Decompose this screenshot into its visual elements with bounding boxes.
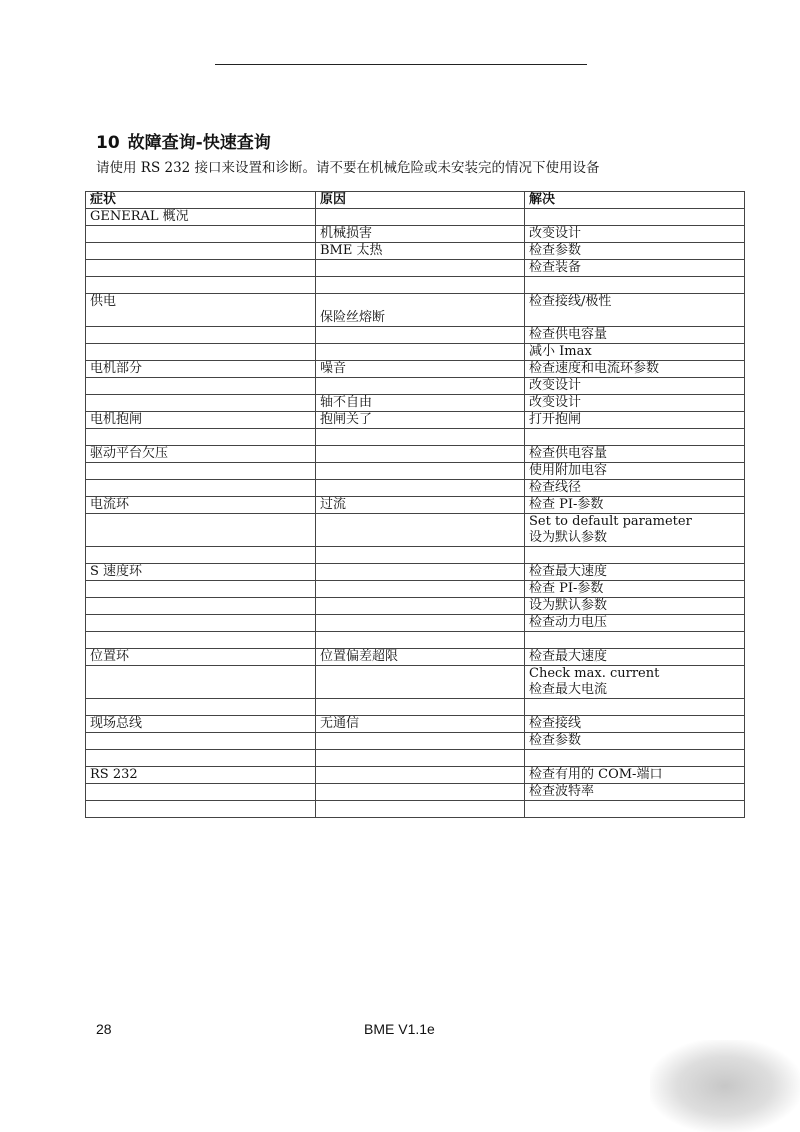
cause-cell bbox=[316, 446, 525, 463]
cause-cell bbox=[316, 429, 525, 446]
cause-cell bbox=[316, 564, 525, 581]
header-symptom: 症状 bbox=[86, 192, 316, 209]
cause-cell bbox=[316, 209, 525, 226]
symptom-cell bbox=[86, 784, 316, 801]
symptom-cell bbox=[86, 480, 316, 497]
solution-cell: Set to default parameter 设为默认参数 bbox=[525, 514, 745, 547]
symptom-cell bbox=[86, 277, 316, 294]
solution-cell: 检查波特率 bbox=[525, 784, 745, 801]
symptom-cell: 驱动平台欠压 bbox=[86, 446, 316, 463]
symptom-cell bbox=[86, 666, 316, 699]
solution-cell: 检查参数 bbox=[525, 243, 745, 260]
symptom-cell bbox=[86, 327, 316, 344]
symptom-cell bbox=[86, 733, 316, 750]
symptom-cell bbox=[86, 632, 316, 649]
section-number: 10 bbox=[96, 133, 120, 153]
solution-cell: 检查速度和电流环参数 bbox=[525, 361, 745, 378]
symptom-cell bbox=[86, 750, 316, 767]
cause-cell bbox=[316, 514, 525, 547]
cause-cell bbox=[316, 480, 525, 497]
cause-cell: 位置偏差超限 bbox=[316, 649, 525, 666]
solution-cell: 检查 PI-参数 bbox=[525, 581, 745, 598]
symptom-cell: 电机抱闸 bbox=[86, 412, 316, 429]
table-row bbox=[86, 547, 745, 564]
symptom-cell bbox=[86, 801, 316, 818]
table-row bbox=[86, 615, 745, 632]
cause-cell bbox=[316, 581, 525, 598]
cause-cell bbox=[316, 767, 525, 784]
solution-cell: 减小 Imax bbox=[525, 344, 745, 361]
table-header-row bbox=[86, 192, 745, 209]
solution-cell bbox=[525, 277, 745, 294]
symptom-cell: 电机部分 bbox=[86, 361, 316, 378]
symptom-cell bbox=[86, 699, 316, 716]
symptom-cell bbox=[86, 429, 316, 446]
section-subtitle: 请使用 RS 232 接口来设置和诊断。请不要在机械危险或未安装完的情况下使用设备 bbox=[96, 160, 600, 176]
cause-cell bbox=[316, 260, 525, 277]
table-row bbox=[86, 226, 745, 243]
table-row bbox=[86, 446, 745, 463]
header-rule bbox=[215, 64, 587, 65]
symptom-cell bbox=[86, 615, 316, 632]
table-row bbox=[86, 412, 745, 429]
symptom-cell: GENERAL 概况 bbox=[86, 209, 316, 226]
table-row bbox=[86, 581, 745, 598]
table-row bbox=[86, 699, 745, 716]
solution-cell: 检查接线/极性 bbox=[525, 294, 745, 327]
solution-cell: 检查供电容量 bbox=[525, 327, 745, 344]
table-row bbox=[86, 243, 745, 260]
solution-cell: 检查最大速度 bbox=[525, 649, 745, 666]
symptom-cell: 供电 bbox=[86, 294, 316, 327]
table-row bbox=[86, 294, 745, 327]
cause-cell: 噪音 bbox=[316, 361, 525, 378]
table-row bbox=[86, 344, 745, 361]
cause-cell bbox=[316, 615, 525, 632]
symptom-cell: S 速度环 bbox=[86, 564, 316, 581]
symptom-cell bbox=[86, 395, 316, 412]
solution-cell bbox=[525, 429, 745, 446]
table-row bbox=[86, 733, 745, 750]
cause-cell: BME 太热 bbox=[316, 243, 525, 260]
solution-cell bbox=[525, 209, 745, 226]
symptom-cell bbox=[86, 260, 316, 277]
table-row bbox=[86, 649, 745, 666]
symptom-cell: 现场总线 bbox=[86, 716, 316, 733]
document-version: BME V1.1e bbox=[364, 1021, 435, 1037]
cause-cell: 机械损害 bbox=[316, 226, 525, 243]
symptom-cell: RS 232 bbox=[86, 767, 316, 784]
symptom-cell: 电流环 bbox=[86, 497, 316, 514]
solution-cell: 检查线径 bbox=[525, 480, 745, 497]
symptom-cell bbox=[86, 378, 316, 395]
cause-cell bbox=[316, 463, 525, 480]
header-solution: 解决 bbox=[525, 192, 745, 209]
solution-cell bbox=[525, 750, 745, 767]
table-row bbox=[86, 327, 745, 344]
solution-cell: 改变设计 bbox=[525, 378, 745, 395]
section-heading bbox=[96, 128, 271, 153]
solution-cell: 检查最大速度 bbox=[525, 564, 745, 581]
table-row bbox=[86, 378, 745, 395]
table-row bbox=[86, 395, 745, 412]
table-row bbox=[86, 209, 745, 226]
solution-cell: 使用附加电容 bbox=[525, 463, 745, 480]
solution-cell bbox=[525, 547, 745, 564]
cause-cell bbox=[316, 277, 525, 294]
symptom-cell bbox=[86, 547, 316, 564]
solution-cell bbox=[525, 699, 745, 716]
solution-cell: 检查有用的 COM-端口 bbox=[525, 767, 745, 784]
symptom-cell: 位置环 bbox=[86, 649, 316, 666]
table-row bbox=[86, 598, 745, 615]
symptom-cell bbox=[86, 598, 316, 615]
solution-cell: 检查接线 bbox=[525, 716, 745, 733]
cause-cell bbox=[316, 666, 525, 699]
watermark-blur bbox=[650, 1040, 800, 1132]
table-row bbox=[86, 632, 745, 649]
table-row bbox=[86, 361, 745, 378]
solution-cell: 检查动力电压 bbox=[525, 615, 745, 632]
solution-cell bbox=[525, 801, 745, 818]
section-title: 故障查询-快速查询 bbox=[127, 133, 271, 153]
solution-cell: 改变设计 bbox=[525, 395, 745, 412]
solution-cell: 检查装备 bbox=[525, 260, 745, 277]
cause-cell bbox=[316, 378, 525, 395]
table-row bbox=[86, 784, 745, 801]
solution-cell: Check max. current 检查最大电流 bbox=[525, 666, 745, 699]
table-row bbox=[86, 463, 745, 480]
table-body bbox=[86, 209, 745, 818]
table-row bbox=[86, 716, 745, 733]
cause-cell bbox=[316, 327, 525, 344]
symptom-cell bbox=[86, 344, 316, 361]
table-row bbox=[86, 514, 745, 547]
troubleshooting-table bbox=[85, 191, 745, 818]
solution-cell: 检查 PI-参数 bbox=[525, 497, 745, 514]
table-row bbox=[86, 497, 745, 514]
cause-cell: 轴不自由 bbox=[316, 395, 525, 412]
table-row bbox=[86, 666, 745, 699]
header-cause: 原因 bbox=[316, 192, 525, 209]
cause-cell: 抱闸关了 bbox=[316, 412, 525, 429]
symptom-cell bbox=[86, 581, 316, 598]
symptom-cell bbox=[86, 243, 316, 260]
solution-cell: 检查参数 bbox=[525, 733, 745, 750]
symptom-cell bbox=[86, 514, 316, 547]
cause-cell bbox=[316, 344, 525, 361]
solution-cell: 检查供电容量 bbox=[525, 446, 745, 463]
cause-cell bbox=[316, 632, 525, 649]
table-row bbox=[86, 801, 745, 818]
table-row bbox=[86, 767, 745, 784]
table-row bbox=[86, 480, 745, 497]
table-row bbox=[86, 429, 745, 446]
cause-cell bbox=[316, 699, 525, 716]
solution-cell: 改变设计 bbox=[525, 226, 745, 243]
cause-cell bbox=[316, 733, 525, 750]
table-row bbox=[86, 564, 745, 581]
cause-cell: 无通信 bbox=[316, 716, 525, 733]
symptom-cell bbox=[86, 463, 316, 480]
solution-cell: 设为默认参数 bbox=[525, 598, 745, 615]
solution-cell bbox=[525, 632, 745, 649]
cause-cell: 过流 bbox=[316, 497, 525, 514]
symptom-cell bbox=[86, 226, 316, 243]
table-row bbox=[86, 277, 745, 294]
cause-cell bbox=[316, 598, 525, 615]
cause-cell bbox=[316, 784, 525, 801]
page-number: 28 bbox=[96, 1021, 112, 1037]
table-row bbox=[86, 260, 745, 277]
cause-cell bbox=[316, 750, 525, 767]
cause-cell: 保险丝熔断 bbox=[316, 294, 525, 327]
solution-cell: 打开抱闸 bbox=[525, 412, 745, 429]
table-row bbox=[86, 750, 745, 767]
cause-cell bbox=[316, 801, 525, 818]
cause-cell bbox=[316, 547, 525, 564]
